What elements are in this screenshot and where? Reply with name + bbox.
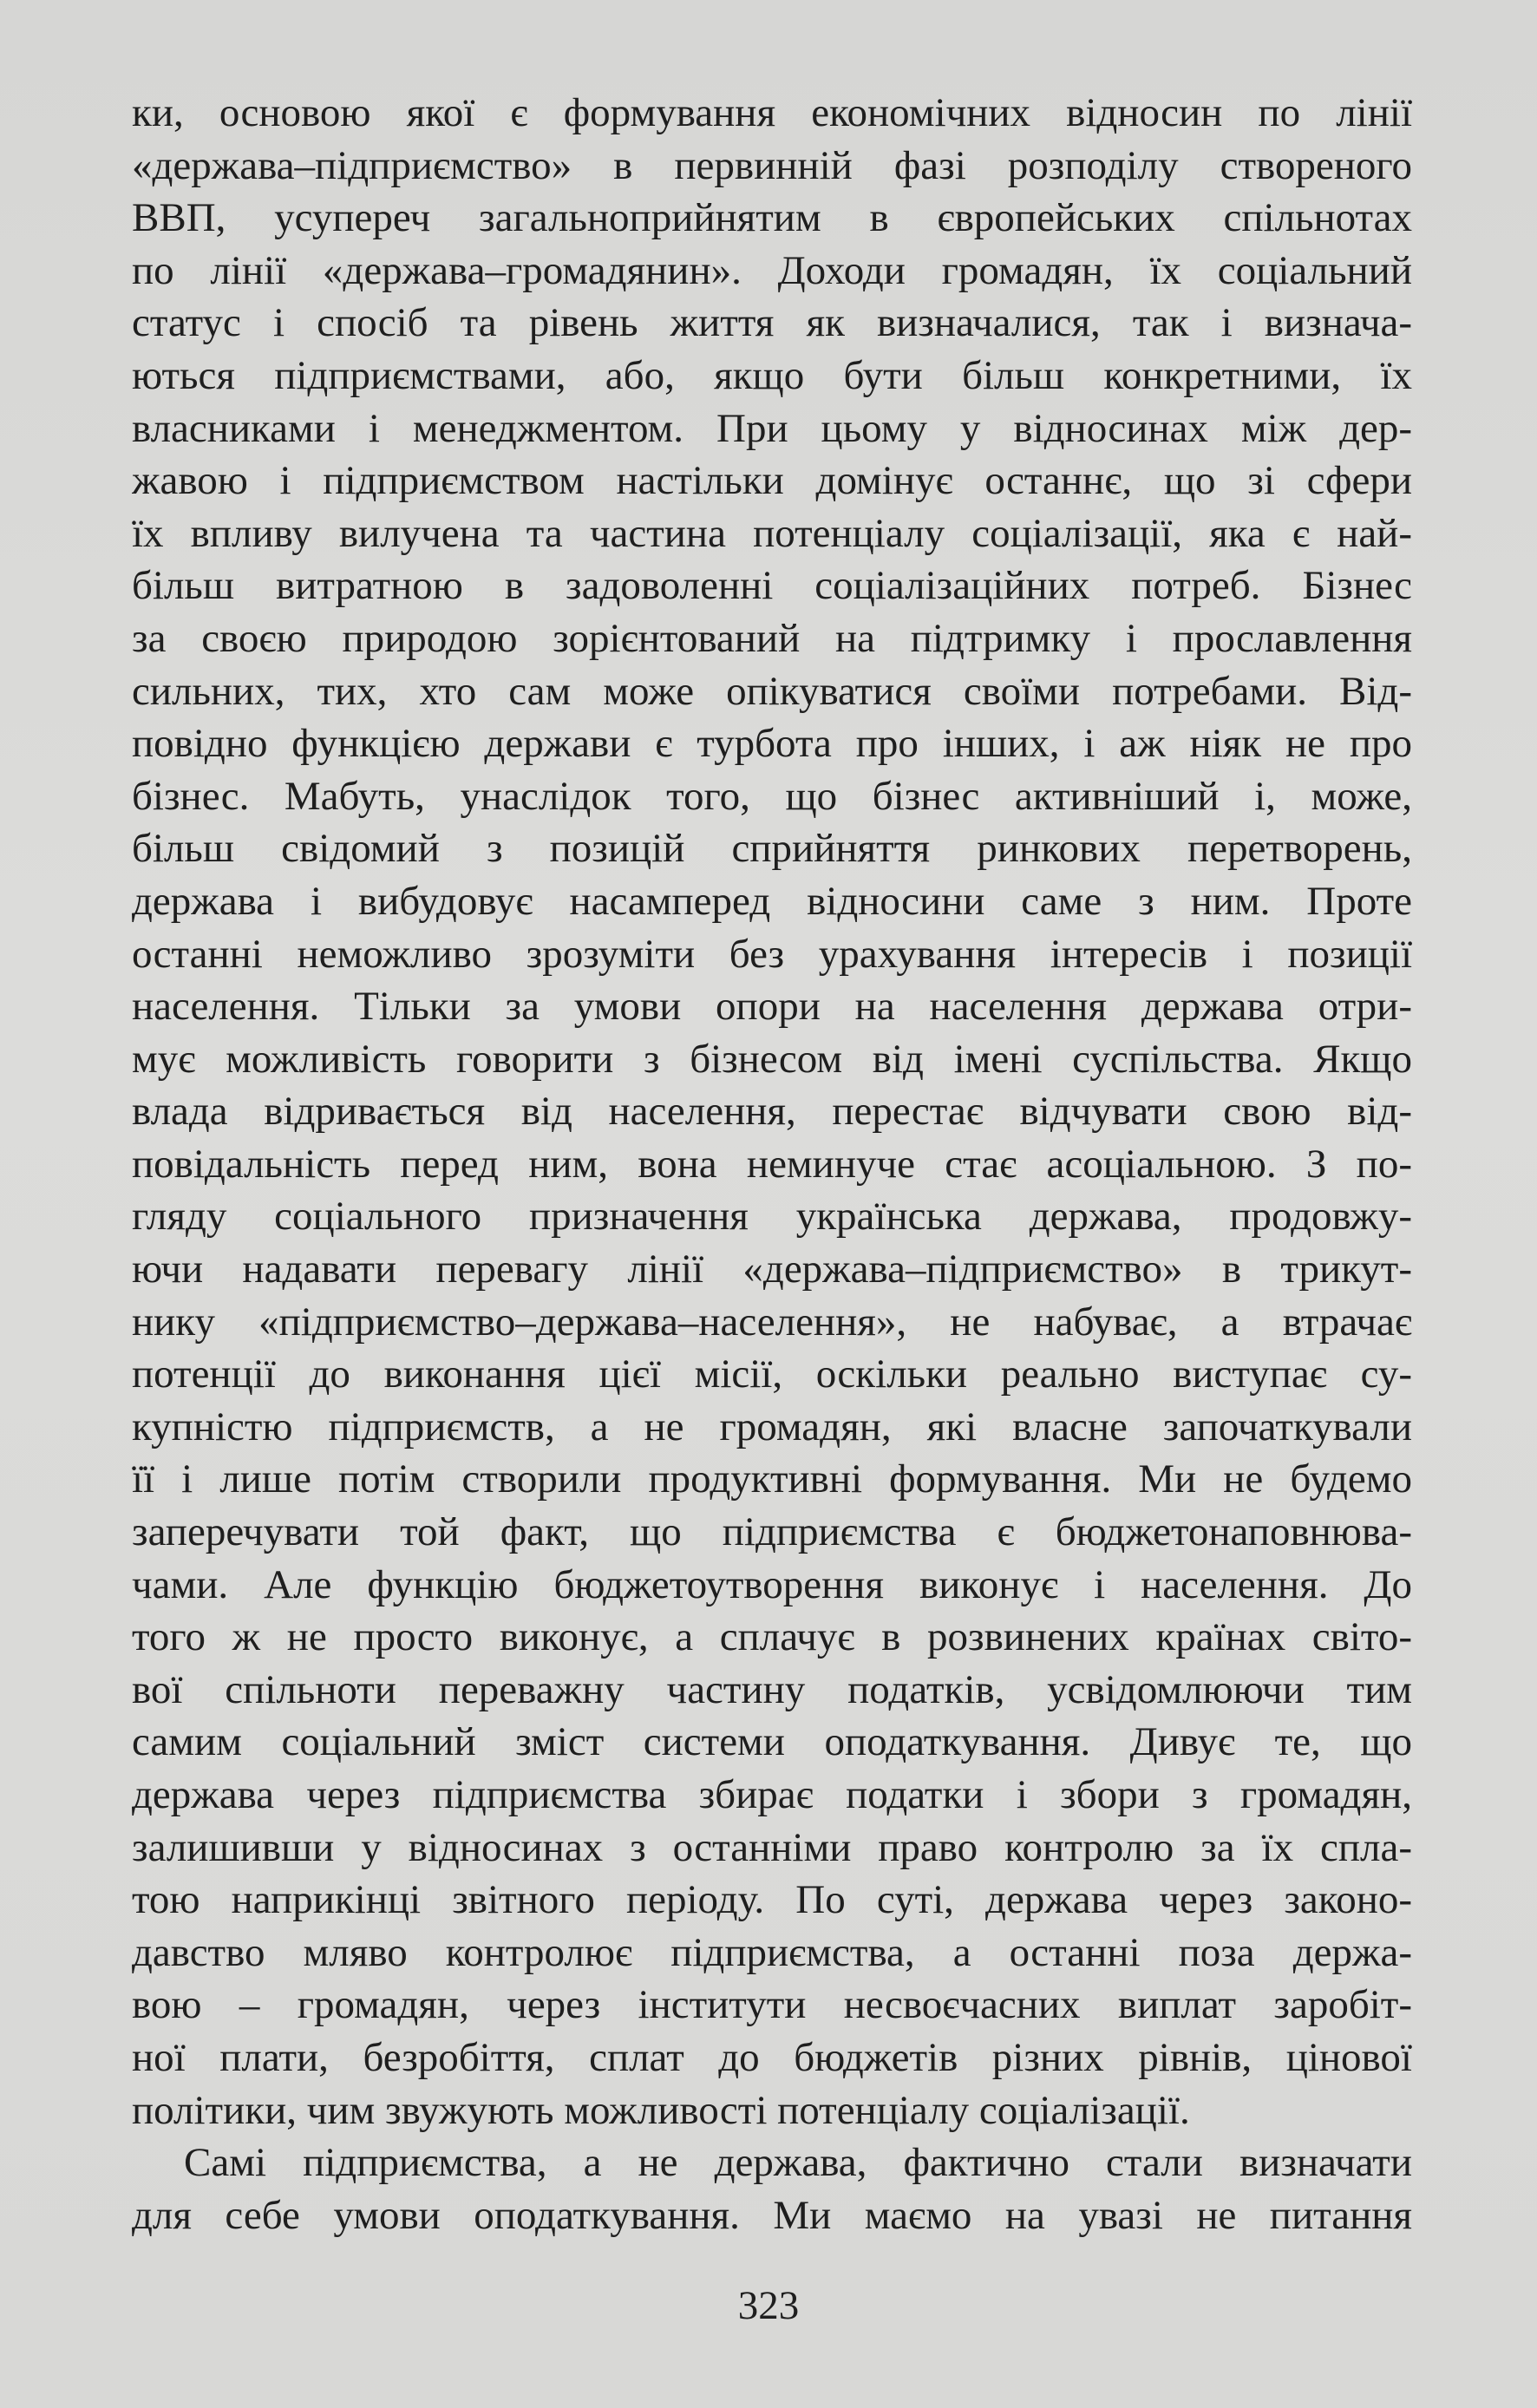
text-line: статус і спосіб та рівень життя як визначалися, так і визнача- (132, 300, 1412, 346)
text-line: гляду соціального призначення українська держава, продовжу- (132, 1194, 1412, 1240)
text-line: самим соціальний зміст системи оподаткування. Дивує те, що (132, 1719, 1412, 1765)
text-line: більш свідомий з позицій сприйняття ринкових перетворень, (132, 826, 1412, 872)
text-line: тою наприкінці звітного періоду. По суті, держава через законо- (132, 1877, 1412, 1923)
text-line: за своєю природою зорієнтований на підтримку і прославлення (132, 615, 1412, 661)
text-line: «держава–підприємство» в первинній фазі розподілу створеного (132, 142, 1412, 188)
text-line: жавою і підприємством настільки домінує останнє, що зі сфери (132, 458, 1412, 504)
text-line: повідно функцією держави є турбота про інших, і аж ніяк не про (132, 721, 1412, 767)
text-line: вої спільноти переважну частину податків, усвідомлюючи тим (132, 1666, 1412, 1712)
text-line: купністю підприємств, а не громадян, які власне започаткували (132, 1404, 1412, 1449)
text-line: ВВП, усупереч загальноприйнятим в європейських спільнотах (132, 195, 1412, 241)
text-line: ки, основою якої є формування економічних відносин по лінії (132, 90, 1412, 135)
text-line: сильних, тих, хто сам може опікуватися своїми потребами. Від- (132, 668, 1412, 714)
text-line: останні неможливо зрозуміти без урахування інтересів і позиції (132, 931, 1412, 977)
text-line: ються підприємствами, або, якщо бути більш конкретними, їх (132, 352, 1412, 398)
text-line: її і лише потім створили продуктивні формування. Ми не будемо (132, 1456, 1412, 1502)
text-line: нику «підприємство–держава–населення», не набуває, а втрачає (132, 1299, 1412, 1345)
text-line: того ж не просто виконує, а сплачує в розвинених країнах світо- (132, 1614, 1412, 1660)
paragraph-start-line: Самі підприємства, а не держава, фактично стали визначати (184, 2140, 1412, 2186)
paragraph-end-line: політики, чим звужують можливості потенціалу соціалізації. (132, 2087, 1190, 2133)
text-line: власниками і менеджментом. При цьому у відносинах між дер- (132, 405, 1412, 451)
text-line: держава через підприємства збирає податки і збори з громадян, (132, 1772, 1412, 1817)
text-line: ючи надавати перевагу лінії «держава–підприємство» в трикут- (132, 1247, 1412, 1292)
text-line: мує можливість говорити з бізнесом від імені суспільства. Якщо (132, 1036, 1412, 1082)
text-line: по лінії «держава–громадянин». Доходи громадян, їх соціальний (132, 247, 1412, 293)
text-line: їх впливу вилучена та частина потенціалу соціалізації, яка є най- (132, 510, 1412, 556)
text-line: ної плати, безробіття, сплат до бюджетів різних рівнів, цінової (132, 2034, 1412, 2080)
text-line: заперечувати той факт, що підприємства є бюджетонаповнюва- (132, 1509, 1412, 1555)
text-line: держава і вибудовує насамперед відносини саме з ним. Проте (132, 878, 1412, 924)
body-text (132, 87, 1412, 2241)
page-number: 323 (737, 2283, 800, 2328)
text-line: давство мляво контролює підприємства, а останні поза держа- (132, 1929, 1412, 1975)
text-line: більш витратною в задоволенні соціалізаційних потреб. Бізнес (132, 563, 1412, 609)
text-line: населення. Тільки за умови опори на населення держава отри- (132, 984, 1412, 1030)
text-line: повідальність перед ним, вона неминуче стає асоціальною. З по- (132, 1141, 1412, 1187)
text-line: залишивши у відносинах з останніми право контролю за їх спла- (132, 1824, 1412, 1870)
text-line: бізнес. Мабуть, унаслідок того, що бізнес активніший і, може, (132, 773, 1412, 819)
text-line: влада відривається від населення, перестає відчувати свою від- (132, 1089, 1412, 1135)
text-line: вою – громадян, через інститути несвоєчасних виплат заробіт- (132, 1982, 1412, 2028)
text-line: потенції до виконання цієї місії, оскільки реально виступає су- (132, 1351, 1412, 1397)
text-line: чами. Але функцію бюджетоутворення виконує і населення. До (132, 1561, 1412, 1607)
text-line: для себе умови оподаткування. Ми маємо на увазі не питання (132, 2192, 1412, 2238)
